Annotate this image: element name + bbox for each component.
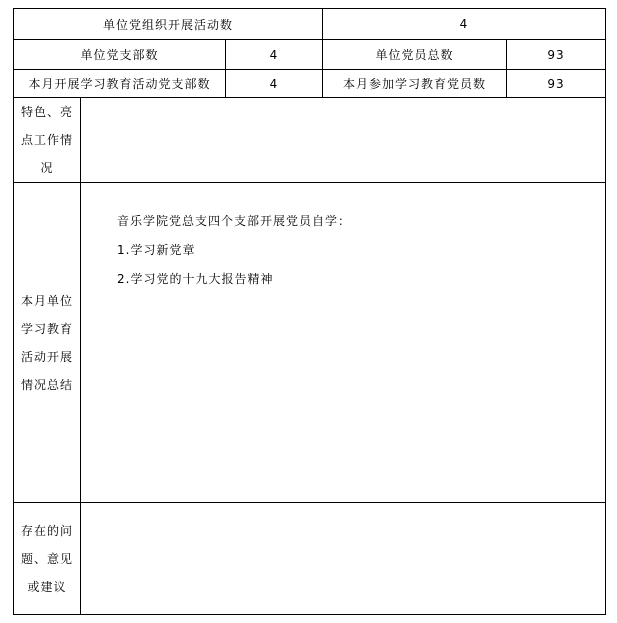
issues-label: 存在的问题、意见或建议: [13, 502, 81, 615]
activity-count-label: 单位党组织开展活动数: [13, 8, 323, 40]
member-count-value: 93: [506, 39, 606, 70]
summary-text: [81, 183, 351, 294]
summary-line: 1.学习新党章: [117, 243, 196, 257]
monthly-member-label: 本月参加学习教育党员数: [322, 69, 507, 98]
summary-line: 2.学习党的十九大报告精神: [117, 272, 274, 286]
branch-count-value: 4: [225, 39, 323, 70]
features-label: 特色、亮点工作情况: [13, 97, 81, 183]
monthly-branch-label: 本月开展学习教育活动党支部数: [13, 69, 226, 98]
summary-line: 音乐学院党总支四个支部开展党员自学：: [117, 214, 352, 228]
summary-content: [80, 182, 606, 503]
summary-label: 本月单位学习教育活动开展情况总结: [13, 182, 81, 503]
member-count-label: 单位党员总数: [322, 39, 507, 70]
report-table: [13, 8, 606, 615]
activity-count-value: 4: [322, 8, 606, 40]
branch-count-label: 单位党支部数: [13, 39, 226, 70]
monthly-member-value: 93: [506, 69, 606, 98]
issues-content: [80, 502, 606, 615]
monthly-branch-value: 4: [225, 69, 323, 98]
features-content: [80, 97, 606, 183]
